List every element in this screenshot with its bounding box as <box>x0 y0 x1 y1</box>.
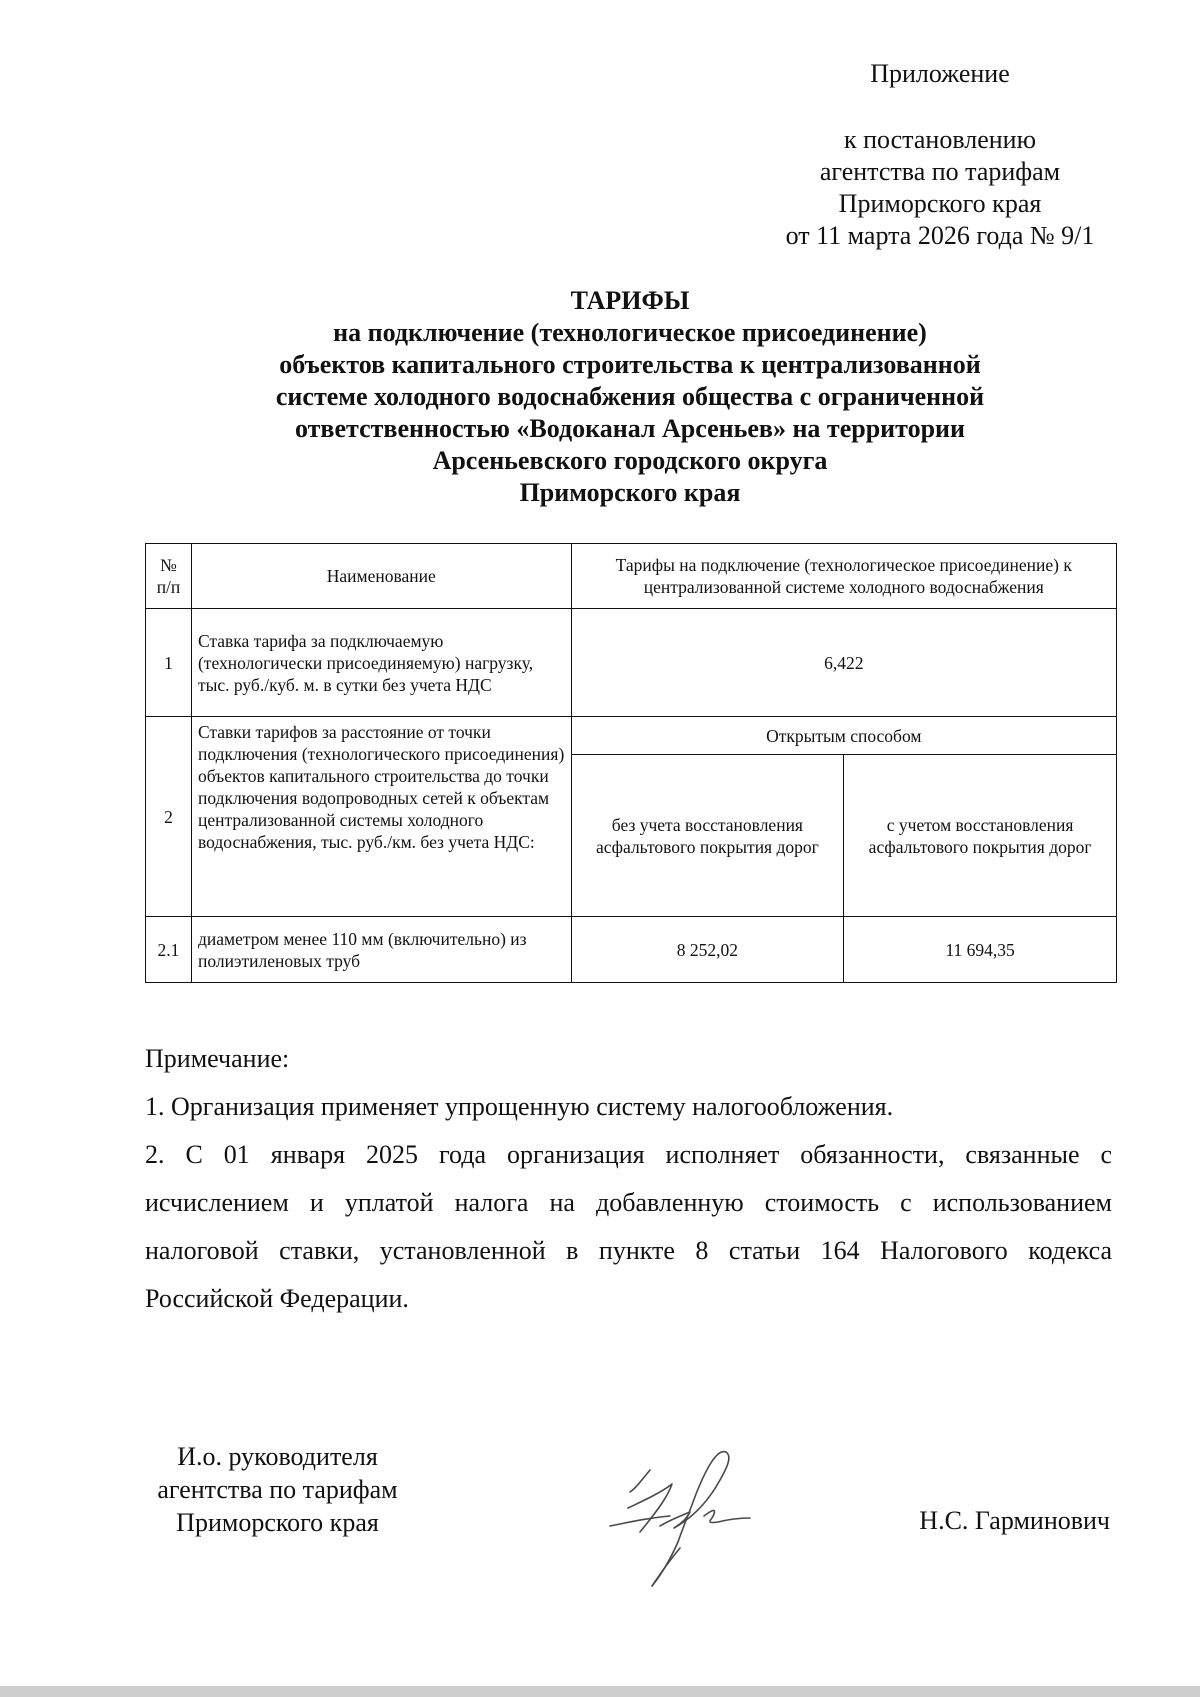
note-item: 1. Организация применяет упрощенную систему налогообложения. <box>145 1092 894 1121</box>
agency-reference: агентства по тарифам <box>819 157 1061 186</box>
table-row <box>146 917 1117 983</box>
signer-position-line: И.о. руководителя <box>177 1442 378 1471</box>
appendix-header <box>700 58 1180 252</box>
title-line: на подключение (технологическое присоединение) <box>333 318 927 347</box>
title-line: Арсеньевского городского округа <box>432 446 828 475</box>
title-main: ТАРИФЫ <box>570 286 690 315</box>
handwritten-signature-icon <box>600 1430 770 1590</box>
title-line: объектов капитального строительства к централизованной <box>279 350 981 379</box>
page-bottom-edge <box>0 1686 1200 1697</box>
signer-name: Н.С. Гарминович <box>919 1506 1110 1535</box>
row-num-cell: 2.1 <box>146 917 192 983</box>
region-reference: Приморского края <box>838 189 1042 218</box>
table-row <box>146 717 1117 755</box>
method-cell: Открытым способом <box>571 717 1116 755</box>
row-name-cell: диаметром менее 110 мм (включительно) из полиэтиленовых труб <box>191 917 571 983</box>
document-title <box>150 285 1110 509</box>
resolution-date-number: от 11 марта 2026 года № 9/1 <box>785 221 1095 250</box>
resolution-reference: к постановлению <box>843 125 1037 154</box>
title-line: Приморского края <box>519 478 741 507</box>
title-line: ответственностью «Водоканал Арсеньев» на территории <box>295 414 965 443</box>
title-line: системе холодного водоснабжения общества с ограниченной <box>275 382 985 411</box>
notes-section <box>145 1035 1112 1323</box>
table-header-row <box>146 544 1117 609</box>
without-asphalt-restoration-cell: без учета восстановления асфальтового покрытия дорог <box>571 755 844 917</box>
header-name-cell: Наименование <box>191 544 571 609</box>
tariffs-table <box>145 543 1117 983</box>
table-row <box>146 609 1117 717</box>
header-gap <box>700 90 1180 124</box>
row-name-cell: Ставка тарифа за подключаемую (технологически присоединяемую) нагрузку, тыс. руб./куб. м. в сутки без учета НДС <box>191 609 571 717</box>
note-item: 2. С 01 января 2025 года организация исполняет обязанности, связанные с исчислением и уплатой налога на добавленную стоимость с использованием налоговой ставки, установленной в пункте 8 статьи 164 Налогового кодекса Российской Федерации. <box>145 1140 1112 1313</box>
row-num-cell: 1 <box>146 609 192 717</box>
signer-position-line: агентства по тарифам <box>157 1475 398 1504</box>
with-asphalt-restoration-cell: с учетом восстановления асфальтового покрытия дорог <box>844 755 1117 917</box>
appendix-label: Приложение <box>870 59 1010 88</box>
row-num-cell: 2 <box>146 717 192 917</box>
notes-heading: Примечание: <box>145 1044 290 1073</box>
row-value-a-cell: 8 252,02 <box>571 917 844 983</box>
header-num-cell: № п/п <box>146 544 192 609</box>
row-name-cell: Ставки тарифов за расстояние от точки подключения (технологического присоединения) объектов капитального строительства до точки подключения водопроводных сетей к объектам централизованной системы холодного водоснабжения, тыс. руб./км. без учета НДС: <box>191 717 571 917</box>
signer-position <box>140 1440 415 1539</box>
signer-position-line: Приморского края <box>176 1508 379 1537</box>
row-value-cell: 6,422 <box>571 609 1116 717</box>
row-value-b-cell: 11 694,35 <box>844 917 1117 983</box>
header-tariffs-cell: Тарифы на подключение (технологическое присоединение) к централизованной системе холодного водоснабжения <box>571 544 1116 609</box>
